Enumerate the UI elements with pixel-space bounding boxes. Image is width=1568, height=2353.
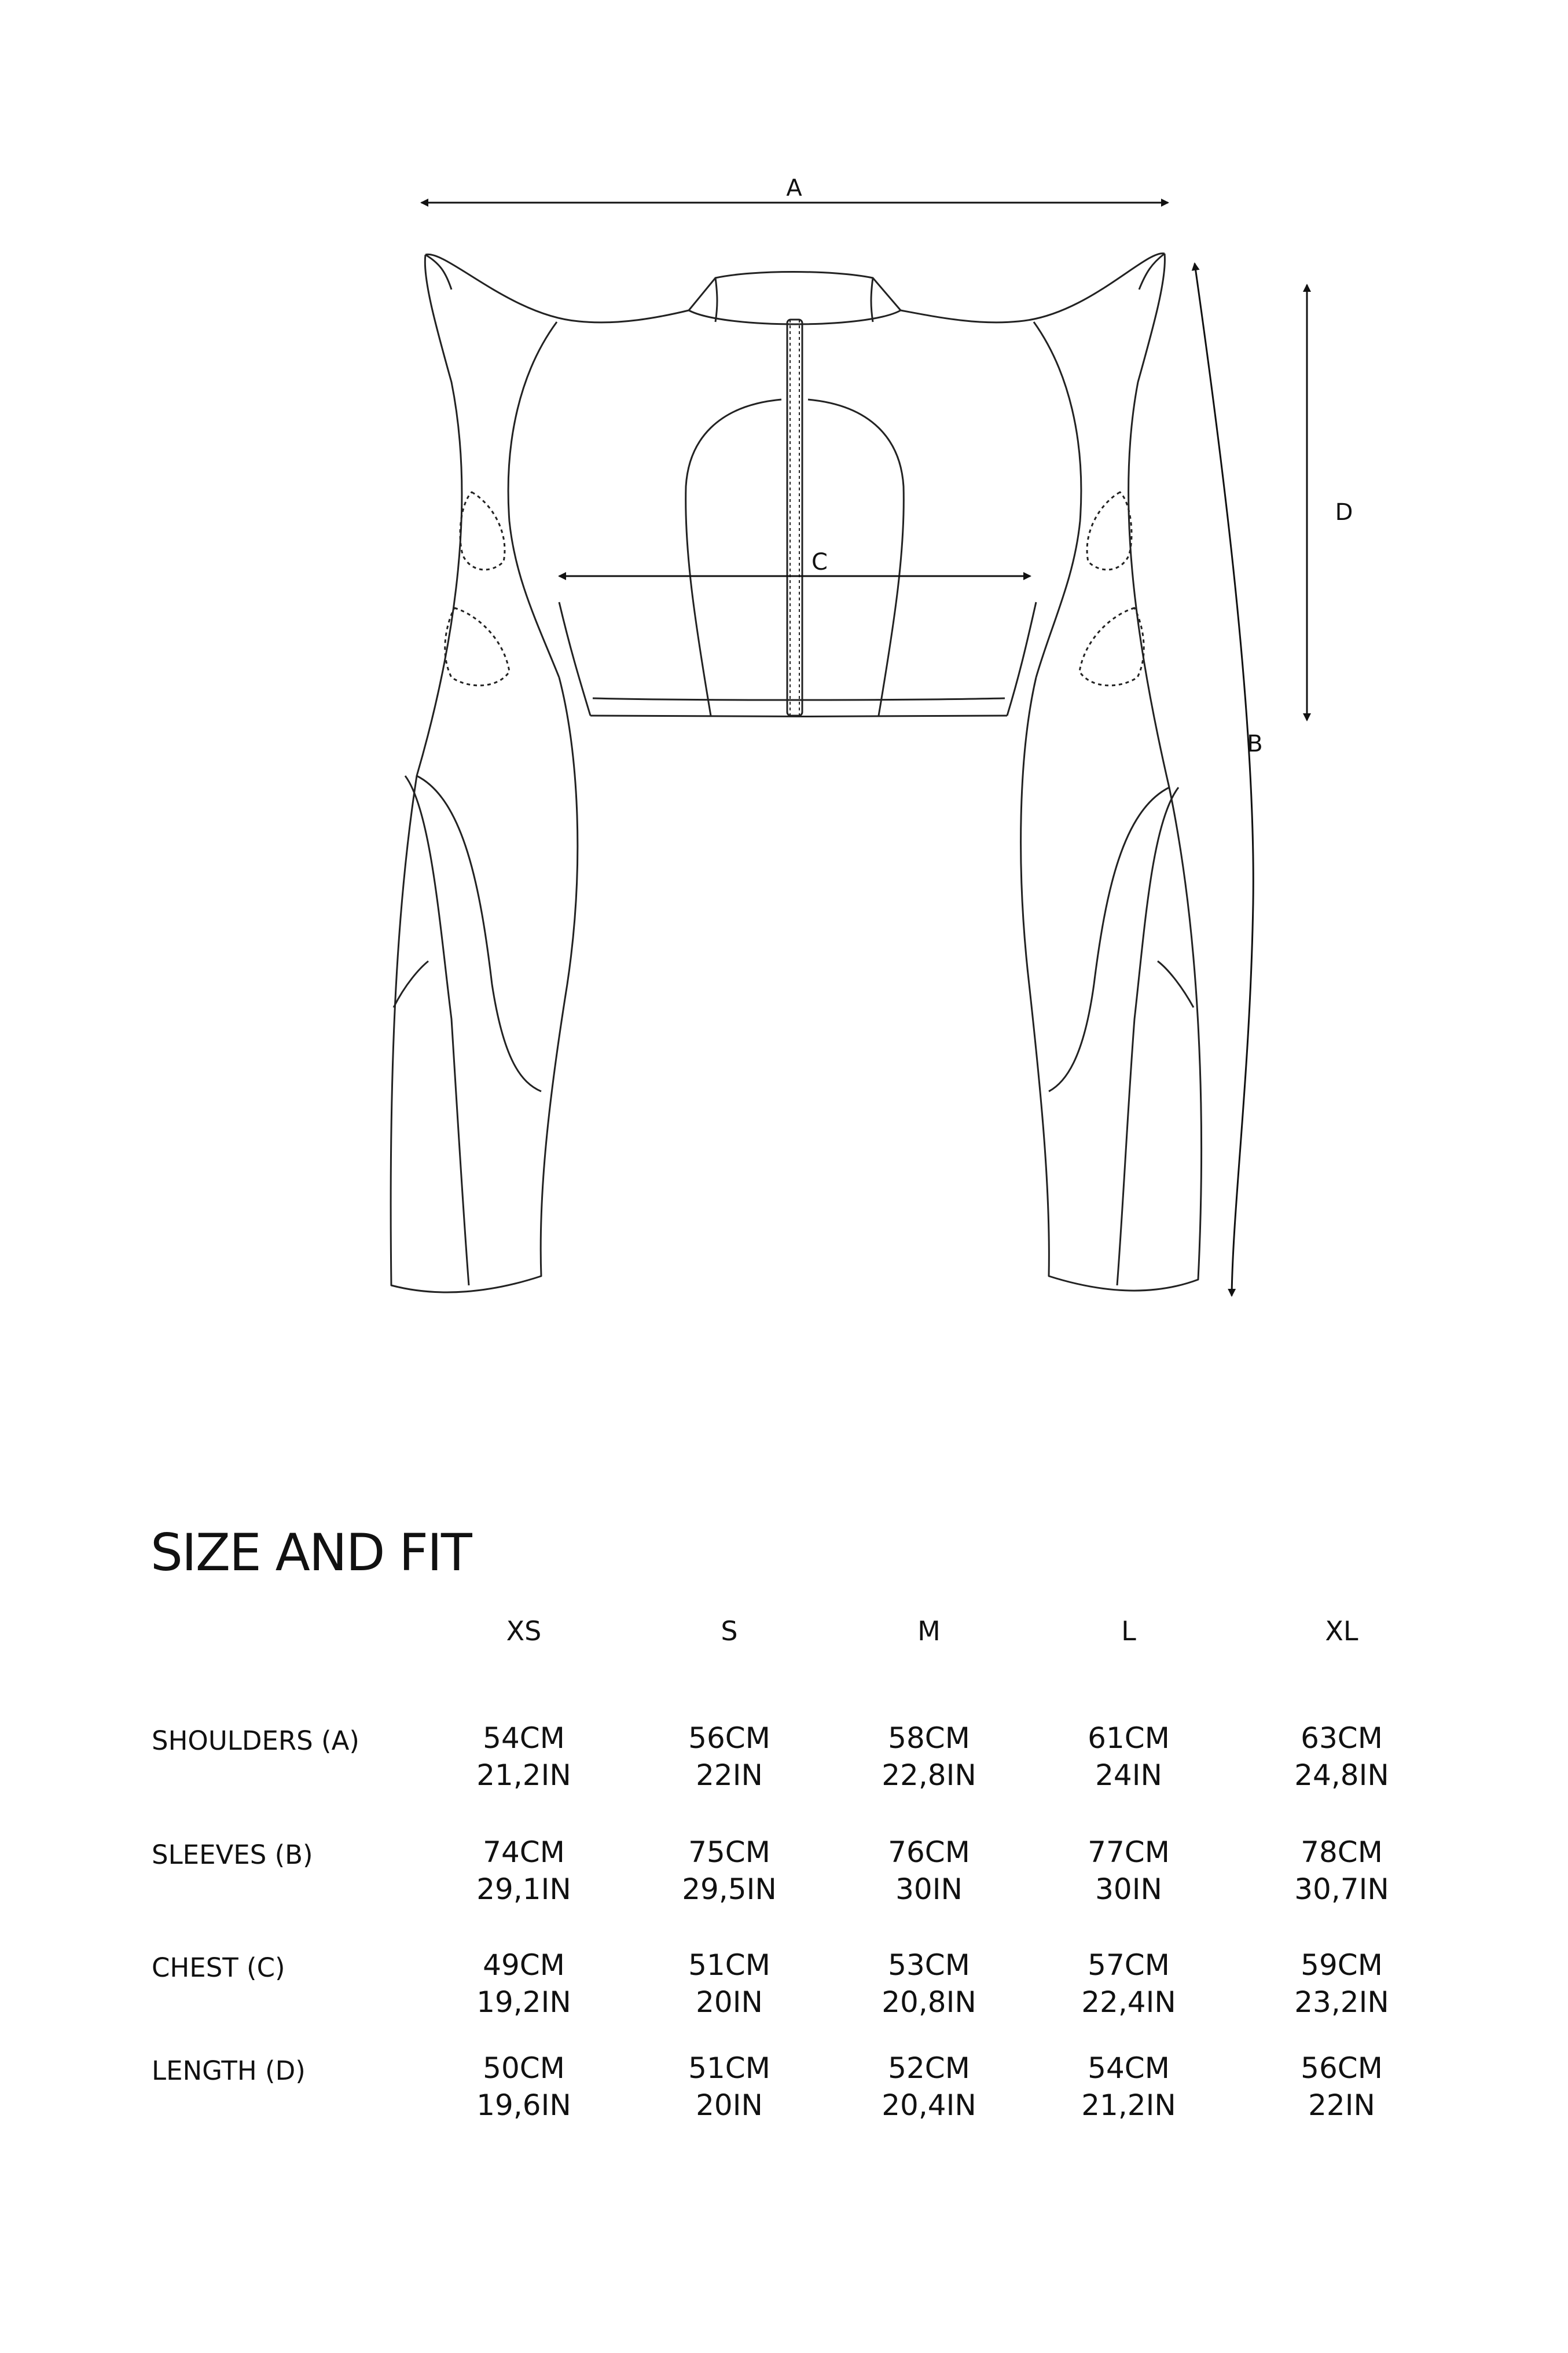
value-in: 24IN [1095,1758,1162,1792]
row-label: SLEEVES (B) [152,1839,313,1870]
size-header-l: L [1121,1615,1136,1647]
value-in: 29,1IN [476,1872,571,1906]
value-in: 22,8IN [882,1758,976,1792]
measurement-cell [431,1720,616,1794]
value-cm: 58CM [888,1721,970,1755]
measure-label-d: D [1335,499,1353,526]
value-in: 19,6IN [476,2088,571,2122]
value-in: 20,8IN [882,1985,976,2019]
measurement-cell [637,2050,822,2124]
value-in: 20IN [696,1985,763,2019]
value-in: 19,2IN [476,1985,571,2019]
row-label: SHOULDERS (A) [152,1725,359,1756]
value-cm: 74CM [483,1835,565,1869]
size-header-xs: XS [506,1615,542,1647]
size-and-fit-title: SIZE AND FIT [150,1523,471,1582]
size-header-m: M [917,1615,941,1647]
value-in: 22,4IN [1081,1985,1176,2019]
measurement-cell [1249,1720,1434,1794]
value-cm: 53CM [888,1948,970,1982]
measurement-cell [836,1720,1022,1794]
measurement-cell [1249,1834,1434,1908]
value-cm: 57CM [1088,1948,1170,1982]
value-in: 23,2IN [1294,1985,1389,2019]
measurement-cell [1249,1947,1434,2021]
value-in: 30IN [1095,1872,1162,1906]
value-cm: 75CM [688,1835,770,1869]
measurement-cell [1036,1834,1221,1908]
value-cm: 52CM [888,2051,970,2085]
row-label: LENGTH (D) [152,2055,306,2086]
value-cm: 61CM [1088,1721,1170,1755]
measurement-cell [431,1834,616,1908]
value-in: 22IN [1308,2088,1375,2122]
value-cm: 63CM [1301,1721,1383,1755]
measure-label-c: C [811,549,828,576]
measurement-cell [1036,2050,1221,2124]
value-cm: 49CM [483,1948,565,1982]
value-cm: 51CM [688,2051,770,2085]
value-cm: 51CM [688,1948,770,1982]
measurement-cell [836,2050,1022,2124]
value-in: 21,2IN [1081,2088,1176,2122]
measurement-cell [836,1947,1022,2021]
measurement-cell [637,1834,822,1908]
value-in: 21,2IN [476,1758,571,1792]
value-cm: 54CM [1088,2051,1170,2085]
row-label: CHEST (C) [152,1952,285,1983]
value-in: 30,7IN [1294,1872,1389,1906]
jacket-outline [391,254,1201,1292]
value-cm: 77CM [1088,1835,1170,1869]
measurement-cell [431,2050,616,2124]
measurement-cell [637,1947,822,2021]
value-in: 20,4IN [882,2088,976,2122]
measurement-cell [1249,2050,1434,2124]
measurement-cell [1036,1947,1221,2021]
value-cm: 56CM [688,1721,770,1755]
value-cm: 76CM [888,1835,970,1869]
size-header-s: S [721,1615,738,1647]
measurement-cell [431,1947,616,2021]
measurement-cell [836,1834,1022,1908]
value-in: 30IN [895,1872,963,1906]
value-cm: 78CM [1301,1835,1383,1869]
measure-label-b: B [1247,731,1263,757]
value-in: 20IN [696,2088,763,2122]
size-header-xl: XL [1325,1615,1358,1647]
value-cm: 59CM [1301,1948,1383,1982]
value-cm: 54CM [483,1721,565,1755]
value-cm: 50CM [483,2051,565,2085]
value-cm: 56CM [1301,2051,1383,2085]
measure-line-b [1195,263,1253,1296]
value-in: 29,5IN [682,1872,777,1906]
measure-label-a: A [786,175,802,201]
value-in: 22IN [696,1758,763,1792]
measurement-cell [1036,1720,1221,1794]
measurement-cell [637,1720,822,1794]
value-in: 24,8IN [1294,1758,1389,1792]
